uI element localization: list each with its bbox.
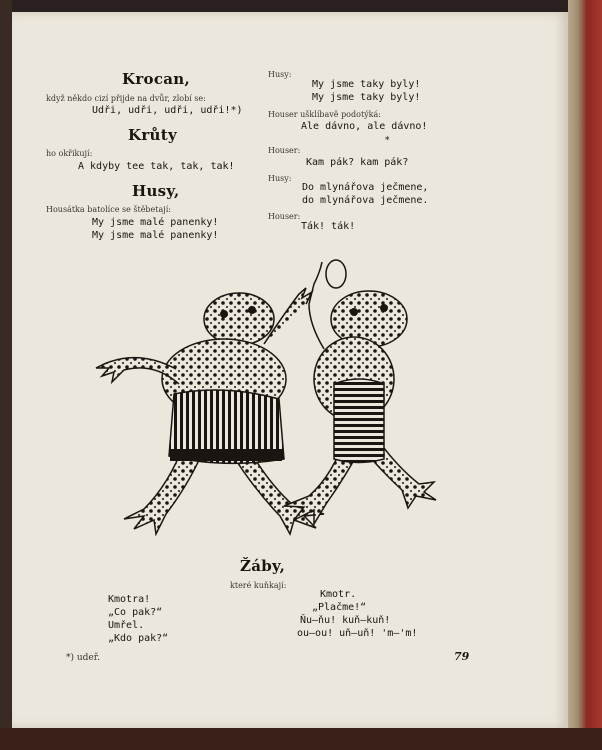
kruty-line-1: A kdyby tee tak, tak, tak! <box>78 161 235 172</box>
zaby-caption: které kuňkají: <box>230 581 287 590</box>
speaker-label: Husy: <box>268 70 292 79</box>
husy-line-1: My jsme malé panenky! <box>92 217 219 228</box>
speaker-label: Husy: <box>268 174 292 183</box>
footnote: *) udeř. <box>66 653 100 663</box>
dialogue-line: do mlynářova ječmene. <box>302 195 429 206</box>
book-edge-top <box>0 0 602 12</box>
speaker-label: Houser: <box>268 146 301 155</box>
zaby-left-line: Umřel. <box>108 620 145 631</box>
husy-title: Husy, <box>132 182 180 200</box>
kruty-caption: ho okřikují: <box>46 149 93 158</box>
zaby-left-line: Kmotra! <box>108 594 151 605</box>
spoon <box>326 260 346 288</box>
krocan-caption: když někdo cizí přijde na dvůr, zlobí se: <box>46 94 206 103</box>
krocan-line-1: Udři, udři, udři, udři!*) <box>92 105 243 116</box>
asterisk-mark: * <box>385 136 390 146</box>
husy-line-2: My jsme malé panenky! <box>92 230 219 241</box>
right-frog-trousers <box>334 379 384 463</box>
speaker-label: Houser: <box>268 212 301 221</box>
speaker-label: Houser ušklíbavě podotýká: <box>268 110 381 119</box>
book-edge-right <box>568 0 602 750</box>
zaby-left-line: „Co pak?“ <box>108 607 163 618</box>
dialogue-line: Ale dávno, ale dávno! <box>301 121 428 132</box>
page-number: 79 <box>454 650 470 663</box>
zaby-right-line: Ňu—ňu! kuň—kuň! <box>300 615 391 626</box>
husy-caption: Housátka batolíce se štěbetají: <box>46 205 172 214</box>
zaby-left-line: „Kdo pak?“ <box>108 633 169 644</box>
zaby-right-line: „Plačme!“ <box>312 602 367 613</box>
dialogue-line: My jsme taky byly! <box>312 92 421 103</box>
dialogue-line: Kam pák? kam pák? <box>306 157 409 168</box>
dialogue-line: Do mlynářova ječmene, <box>302 182 429 193</box>
krocan-title: Krocan, <box>122 70 191 88</box>
zaby-right-line: ou—ou! uň—uň! 'm—'m! <box>297 628 418 639</box>
zaby-right-line: Kmotr. <box>320 589 357 600</box>
dancing-frogs-illustration <box>84 244 444 544</box>
book-edge-bottom <box>0 728 602 750</box>
kruty-title: Krůty <box>128 126 177 144</box>
zaby-title: Žáby, <box>240 557 286 575</box>
book-edge-left <box>0 0 12 750</box>
dialogue-line: Ták! ták! <box>301 221 356 232</box>
dialogue-line: My jsme taky byly! <box>312 79 421 90</box>
book-page <box>12 12 568 728</box>
